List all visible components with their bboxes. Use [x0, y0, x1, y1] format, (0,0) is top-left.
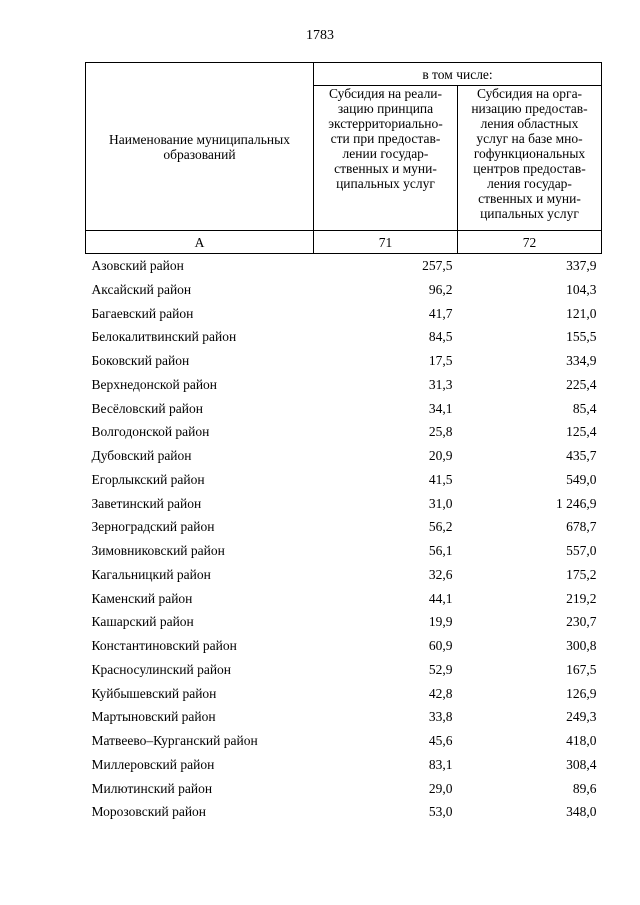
- value-71: 19,9: [428, 614, 453, 630]
- value-72: 557,0: [566, 543, 597, 558]
- value-72: 678,7: [566, 519, 597, 535]
- table-row: [86, 729, 602, 753]
- value-71: 41,5: [428, 471, 453, 487]
- value-72: 1 246,9: [556, 495, 597, 511]
- table-row: [86, 492, 602, 516]
- municipality-name: Егорлыкский район: [91, 471, 205, 487]
- value-71: 84,5: [428, 329, 453, 345]
- table-row: [86, 658, 602, 682]
- page-number: 1783: [306, 28, 334, 43]
- column-group-header: в том числе:: [314, 63, 602, 86]
- column-index-72: 72: [458, 231, 602, 254]
- value-72: 308,4: [566, 756, 597, 772]
- table-row: [86, 373, 602, 397]
- value-71: 257,5: [422, 258, 453, 273]
- table-row: [86, 587, 602, 611]
- municipality-name: Красносулинский район: [91, 661, 232, 677]
- table-row: [86, 539, 602, 563]
- municipality-name: Морозовский район: [91, 804, 207, 820]
- table-row: [86, 563, 602, 587]
- table-body: [86, 254, 602, 825]
- value-72: 348,0: [566, 804, 597, 820]
- value-71: 45,6: [428, 733, 453, 748]
- value-71: 31,3: [428, 376, 453, 392]
- municipality-name: Константиновский район: [91, 638, 237, 653]
- table-row: [86, 753, 602, 777]
- municipality-name: Миллеровский район: [91, 756, 215, 772]
- value-72: 167,5: [566, 661, 597, 677]
- value-72: 155,5: [566, 329, 597, 345]
- value-71: 20,9: [428, 448, 453, 463]
- municipality-name: Куйбышевский район: [91, 685, 217, 701]
- municipality-name: Кашарский район: [91, 614, 194, 630]
- value-72: 418,0: [566, 733, 597, 748]
- value-71: 83,1: [428, 756, 453, 772]
- table-row: [86, 705, 602, 729]
- municipality-name: Азовский район: [91, 258, 184, 273]
- table-row: [86, 610, 602, 634]
- municipality-name: Кагальницкий район: [91, 566, 211, 582]
- table-row: [86, 682, 602, 706]
- value-72: 249,3: [566, 709, 597, 725]
- table-row: [86, 302, 602, 326]
- value-72: 125,4: [566, 424, 597, 440]
- table-row: [86, 397, 602, 421]
- value-71: 44,1: [428, 590, 453, 606]
- value-72: 334,9: [566, 353, 597, 368]
- value-71: 17,5: [428, 353, 453, 368]
- value-72: 126,9: [566, 685, 597, 701]
- value-71: 96,2: [428, 281, 453, 297]
- municipality-name: Боковский район: [91, 353, 190, 368]
- municipality-name: Аксайский район: [91, 281, 192, 297]
- municipality-name: Зимовниковский район: [91, 543, 225, 558]
- value-71: 52,9: [428, 661, 453, 677]
- municipality-name: Весёловский район: [91, 400, 203, 416]
- municipality-name: Милютинский район: [91, 780, 213, 796]
- column-index-71: 71: [314, 231, 458, 254]
- value-71: 60,9: [428, 638, 453, 653]
- table-row: [86, 325, 602, 349]
- value-72: 549,0: [566, 471, 597, 487]
- municipality-name: Багаевский район: [91, 305, 194, 321]
- value-71: 33,8: [428, 709, 453, 725]
- municipality-name: Волгодонской район: [91, 424, 210, 440]
- municipality-name: Каменский район: [91, 590, 193, 606]
- value-72: 85,4: [572, 400, 597, 416]
- value-72: 89,6: [572, 780, 597, 796]
- table-row: [86, 349, 602, 373]
- municipality-name: Дубовский район: [91, 448, 192, 463]
- municipality-name: Матвеево–Курганский район: [91, 733, 258, 748]
- table-row: [86, 515, 602, 539]
- value-72: 175,2: [566, 566, 597, 582]
- value-71: 29,0: [428, 780, 453, 796]
- value-71: 34,1: [428, 400, 453, 416]
- value-72: 104,3: [566, 281, 597, 297]
- value-72: 121,0: [566, 305, 597, 321]
- subsidy-table: [85, 62, 602, 824]
- value-72: 435,7: [566, 448, 597, 463]
- municipality-name: Заветинский район: [91, 495, 202, 511]
- value-71: 53,0: [428, 804, 453, 820]
- municipality-name: Зерноградский район: [91, 519, 215, 535]
- value-71: 56,2: [428, 519, 453, 535]
- value-71: 31,0: [428, 495, 453, 511]
- value-71: 25,8: [428, 424, 453, 440]
- table-row: [86, 634, 602, 658]
- table-row: [86, 254, 602, 278]
- table-row: [86, 777, 602, 801]
- value-71: 32,6: [428, 566, 453, 582]
- value-72: 219,2: [566, 590, 597, 606]
- municipality-name: Мартыновский район: [91, 709, 216, 725]
- column-header-72: Субсидия на орга- низацию предостав- ления областных услуг на базе мно- гофункциональных центров предостав- ления государ- ственных и муни- ципальных услуг: [458, 86, 602, 231]
- value-71: 56,1: [428, 543, 453, 558]
- table-row: [86, 444, 602, 468]
- value-72: 337,9: [566, 258, 597, 273]
- table-row: [86, 420, 602, 444]
- value-71: 41,7: [428, 305, 453, 321]
- municipality-name: Белокалитвинский район: [91, 329, 237, 345]
- value-71: 42,8: [428, 685, 453, 701]
- table-row: [86, 278, 602, 302]
- value-72: 230,7: [566, 614, 597, 630]
- municipality-name: Верхнедонской район: [91, 376, 218, 392]
- column-header-name: Наименование муниципальных образований: [86, 63, 314, 231]
- value-72: 225,4: [566, 376, 597, 392]
- table-row: [86, 468, 602, 492]
- column-header-71: Субсидия на реали- зацию принципа экстерриториально- сти при предостав- лении государ- ственных и муни- ципальных услуг: [314, 86, 458, 231]
- column-index-a: А: [86, 231, 314, 254]
- table-row: [86, 800, 602, 824]
- value-72: 300,8: [566, 638, 597, 653]
